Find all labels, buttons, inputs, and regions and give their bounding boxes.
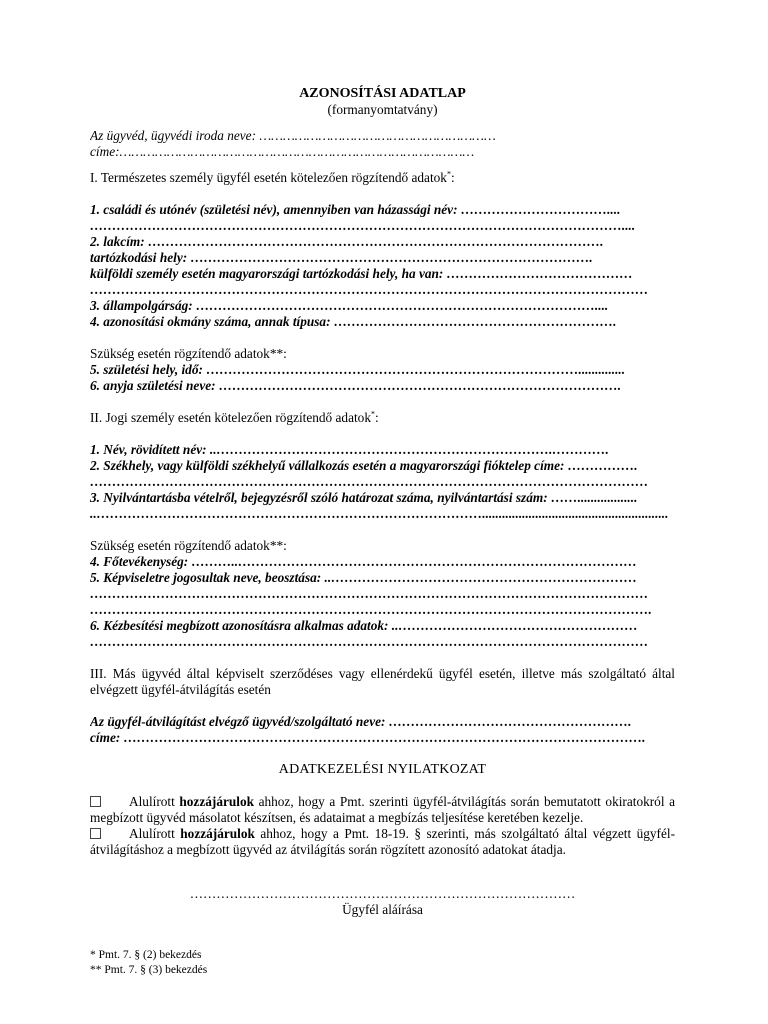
consent-1-post: ahhoz, hogy a Pmt. szerinti ügyfél-átvilágítás során bemutatott okiratokról a megbízott ügyvéd másolatot készítsen, és adataimat a megbízás teljesítése keretében kezelje. <box>90 794 676 825</box>
s1-field-mother-name[interactable]: 6. anyja születési neve: ………………………………………………………………………………. <box>90 378 622 393</box>
s1-field-address[interactable]: 2. lakcím: …………………………………………………………………………………………. <box>90 234 604 249</box>
section1-heading <box>90 170 675 186</box>
lawyer-address-field[interactable]: címe:……………………………………………………………………………… <box>90 144 475 159</box>
consent-1-pre: Alulírott <box>129 794 180 809</box>
heading-colon: : <box>374 410 379 425</box>
s1-field-foreign-residence-cont[interactable]: ……………………………………………………………………………………………………………… <box>90 282 649 297</box>
s2-optional-heading: Szükség esetén rögzítendő adatok**: <box>90 538 287 553</box>
section2-heading-text: II. Jogi személy esetén kötelezően rögzítendő adatok <box>90 410 371 425</box>
s2-field-representatives-cont2[interactable]: ………………………………………………………………………………………………………………. <box>90 602 652 617</box>
s2-field-seat[interactable]: 2. Székhely, vagy külföldi székhelyű vállalkozás esetén a magyarországi fióktelep címe: ……………. <box>90 458 638 473</box>
footnotes <box>90 948 207 978</box>
s1-field-birth[interactable]: 5. születési hely, idő: ………………………………………………………………………….............. <box>90 362 626 377</box>
footnote-1: * Pmt. 7. § (2) bekezdés <box>90 949 202 961</box>
consent-checkbox-2[interactable] <box>90 828 101 839</box>
s2-field-registration[interactable]: 3. Nyilvántartásba vételről, bejegyzésről szóló határozat száma, nyilvántartási szám: …….................. <box>90 490 638 505</box>
s1-field-citizenship[interactable]: 3. állampolgárság: ……………………………………………………………………………….... <box>90 298 609 313</box>
consent-1-bold: hozzájárulok <box>179 794 254 809</box>
section1-heading-text: I. Természetes személy ügyfél esetén kötelezően rögzítendő adatok <box>90 170 447 185</box>
heading-colon: : <box>450 170 455 185</box>
s1-field-residence[interactable]: tartózkodási hely: ………………………………………………………………………………. <box>90 250 593 265</box>
section2-heading <box>90 410 675 426</box>
consent-2-bold: hozzájárulok <box>180 826 255 841</box>
consent-checkbox-1[interactable] <box>90 796 101 807</box>
footnote-2: ** Pmt. 7. § (3) bekezdés <box>90 964 208 976</box>
signature-label: Ügyfél aláírása <box>342 902 423 917</box>
consent-2-pre: Alulírott <box>129 826 181 841</box>
footnote-mark: * <box>370 409 375 419</box>
s1-optional-heading: Szükség esetén rögzítendő adatok**: <box>90 346 287 361</box>
s2-field-main-activity[interactable]: 4. Főtevékenység: ………..……………………………………………………………………………… <box>90 554 637 569</box>
s2-field-registration-cont[interactable]: ..……………………………………………………………………………........................................................ <box>90 506 669 521</box>
s2-field-delivery-agent-cont[interactable]: ……………………………………………………………………………………………………………… <box>90 634 649 649</box>
declaration-item-1 <box>90 794 675 826</box>
signature-line[interactable]: …………………………………………………………………………… <box>189 886 576 901</box>
lawyer-name-field[interactable]: Az ügyvéd, ügyvédi iroda neve: …………………………………………………… <box>90 128 496 143</box>
form-page <box>90 86 675 918</box>
s2-field-representatives-cont1[interactable]: ……………………………………………………………………………………………………………… <box>90 586 649 601</box>
s3-field-provider-address[interactable]: címe: ………………………………………………………………………………………………………. <box>90 730 646 745</box>
s1-field-name[interactable]: 1. családi és utónév (születési név), amennyiben van házassági név: …………………………….... <box>90 202 621 217</box>
declaration-item-2 <box>90 826 675 858</box>
s1-field-id-document[interactable]: 4. azonosítási okmány száma, annak típusa: ………………………………………………………. <box>90 314 617 329</box>
consent-2-post: ahhoz, hogy a Pmt. 18-19. § szerinti, más szolgáltató által végzett ügyfél-átvilágításhoz a megbízott ügyvéd az átvilágítás során rögzített azonosító adatokat átadja. <box>90 826 676 857</box>
s1-field-name-cont[interactable]: ………………………………………………………………………………………………………….... <box>90 218 636 233</box>
page-subtitle: (formanyomtatvány) <box>327 102 438 117</box>
s3-field-provider-name[interactable]: Az ügyfél-átvilágítást elvégző ügyvéd/szolgáltató neve: ………………………………………………. <box>90 714 632 729</box>
declaration-title: ADATKEZELÉSI NYILATKOZAT <box>278 762 487 777</box>
footnote-mark: * <box>446 169 451 179</box>
section3-heading: III. Más ügyvéd által képviselt szerződéses vagy ellenérdekű ügyfél esetén, illetve más szolgáltató által elvégzett ügyfél-átvilágítás esetén <box>90 666 675 697</box>
s2-field-representatives[interactable]: 5. Képviseletre jogosultak neve, beosztása: ..…………………………………………………………… <box>90 570 637 585</box>
s1-field-foreign-residence[interactable]: külföldi személy esetén magyarországi tartózkodási hely, ha van: …………………………………… <box>90 266 633 281</box>
s2-field-seat-cont[interactable]: ……………………………………………………………………………………………………………… <box>90 474 649 489</box>
page-title: AZONOSÍTÁSI ADATLAP <box>299 86 466 101</box>
s2-field-name[interactable]: 1. Név, rövidített név: ..………………………………………………………………….…………. <box>90 442 609 457</box>
s2-field-delivery-agent[interactable]: 6. Kézbesítési megbízott azonosításra alkalmas adatok: ..……………………………………………… <box>90 618 638 633</box>
